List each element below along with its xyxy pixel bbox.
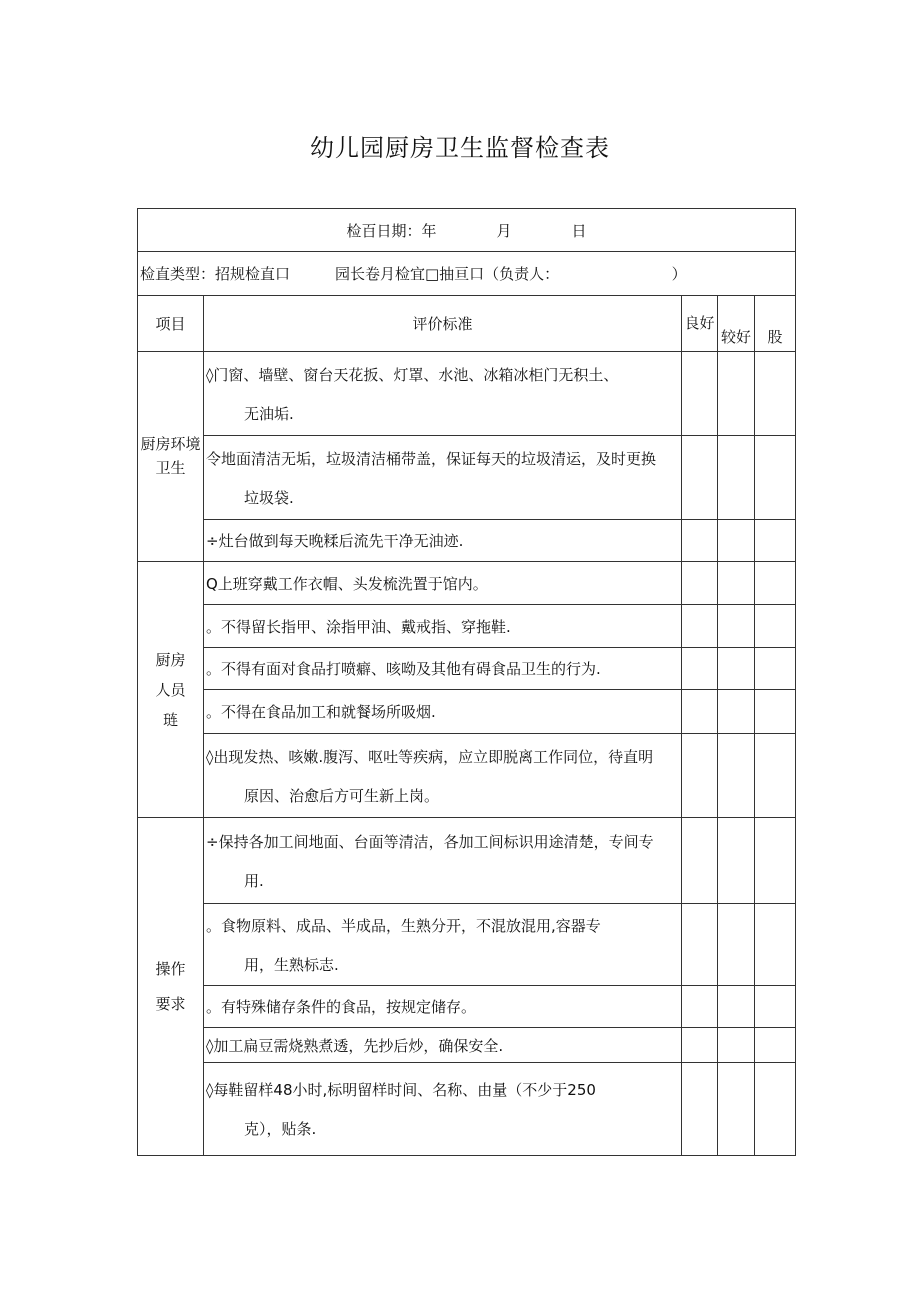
criteria-cell: 令地面清洁无垢，垃圾清洁桶带盖，保证每天的垃圾清运，及时更换 垃圾袋. xyxy=(204,436,682,520)
criteria-cell: ◊门窗、墙壁、窗台天花扳、灯罩、水池、冰箱冰柜门无积土、 无油垢. xyxy=(204,352,682,436)
criteria-cell: 。有特殊储存条件的食品，按规定储存。 xyxy=(204,986,682,1028)
criteria-cell: ÷灶台做到每天晚糅后流先干净无油迹. xyxy=(204,520,682,562)
check-fair[interactable] xyxy=(718,986,755,1028)
criteria-cell: 。食物原料、成品、半成品，生熟分开，不混放混用,容器专 用，生熟标志. xyxy=(204,904,682,986)
check-general[interactable] xyxy=(755,1063,796,1156)
check-good[interactable] xyxy=(682,734,718,818)
check-general[interactable] xyxy=(755,904,796,986)
inspection-table xyxy=(137,208,796,1156)
check-good[interactable] xyxy=(682,1028,718,1063)
check-general[interactable] xyxy=(755,520,796,562)
header-fair: 较好 xyxy=(718,296,755,352)
category-kitchen-environment: 厨房环境卫生 xyxy=(138,352,204,562)
check-general[interactable] xyxy=(755,605,796,648)
check-general[interactable] xyxy=(755,690,796,734)
check-general[interactable] xyxy=(755,986,796,1028)
check-good[interactable] xyxy=(682,818,718,904)
header-good: 良好 xyxy=(682,296,718,352)
check-fair[interactable] xyxy=(718,648,755,690)
criteria-cell: ◊加工扁豆需烧熟煮透，先抄后炒，确保安全. xyxy=(204,1028,682,1063)
check-fair[interactable] xyxy=(718,1063,755,1156)
criteria-cell: 。不得有面对食品打喷癖、咳呦及其他有碍食品卫生的行为. xyxy=(204,648,682,690)
check-good[interactable] xyxy=(682,436,718,520)
check-good[interactable] xyxy=(682,520,718,562)
header-general: 股 xyxy=(755,296,796,352)
category-operation-requirements: 操作要求 xyxy=(138,818,204,1156)
criteria-cell: ◊出现发热、咳嫩.腹泻、呕吐等疾病，应立即脱离工作同位，待直明 原因、治愈后方可生新上岗。 xyxy=(204,734,682,818)
category-kitchen-staff: 厨房人员琏 xyxy=(138,562,204,818)
check-fair[interactable] xyxy=(718,436,755,520)
check-fair[interactable] xyxy=(718,605,755,648)
criteria-cell: Q上班穿戴工作衣帽、头发梳洗置于馆内。 xyxy=(204,562,682,605)
check-fair[interactable] xyxy=(718,562,755,605)
check-general[interactable] xyxy=(755,648,796,690)
check-general[interactable] xyxy=(755,818,796,904)
header-criteria: 评价标准 xyxy=(204,296,682,352)
check-general[interactable] xyxy=(755,436,796,520)
check-good[interactable] xyxy=(682,690,718,734)
criteria-cell: ÷保持各加工间地面、台面等清洁，各加工间标识用途清楚，专间专 用. xyxy=(204,818,682,904)
date-row: 检百日期：年 月 日 xyxy=(138,209,796,252)
check-fair[interactable] xyxy=(718,904,755,986)
check-good[interactable] xyxy=(682,904,718,986)
criteria-cell: 。不得在食品加工和就餐场所吸烟. xyxy=(204,690,682,734)
check-general[interactable] xyxy=(755,1028,796,1063)
check-good[interactable] xyxy=(682,562,718,605)
check-fair[interactable] xyxy=(718,520,755,562)
inspection-type-row: 检直类型：招规检直口 园长卷月检宜□抽亘口（负责人： ） xyxy=(138,252,796,296)
check-general[interactable] xyxy=(755,562,796,605)
check-good[interactable] xyxy=(682,1063,718,1156)
check-fair[interactable] xyxy=(718,690,755,734)
criteria-cell: 。不得留长指甲、涂指甲油、戴戒指、穿拖鞋. xyxy=(204,605,682,648)
check-good[interactable] xyxy=(682,986,718,1028)
check-good[interactable] xyxy=(682,605,718,648)
check-good[interactable] xyxy=(682,648,718,690)
check-fair[interactable] xyxy=(718,734,755,818)
check-general[interactable] xyxy=(755,352,796,436)
check-fair[interactable] xyxy=(718,352,755,436)
header-item: 项目 xyxy=(138,296,204,352)
check-general[interactable] xyxy=(755,734,796,818)
form-title: 幼儿园厨房卫生监督检查表 xyxy=(310,134,610,162)
check-good[interactable] xyxy=(682,352,718,436)
check-fair[interactable] xyxy=(718,818,755,904)
criteria-cell: ◊每鞋留样48小时,标明留样时间、名称、由量（不少于250 克），贴条. xyxy=(204,1063,682,1156)
check-fair[interactable] xyxy=(718,1028,755,1063)
